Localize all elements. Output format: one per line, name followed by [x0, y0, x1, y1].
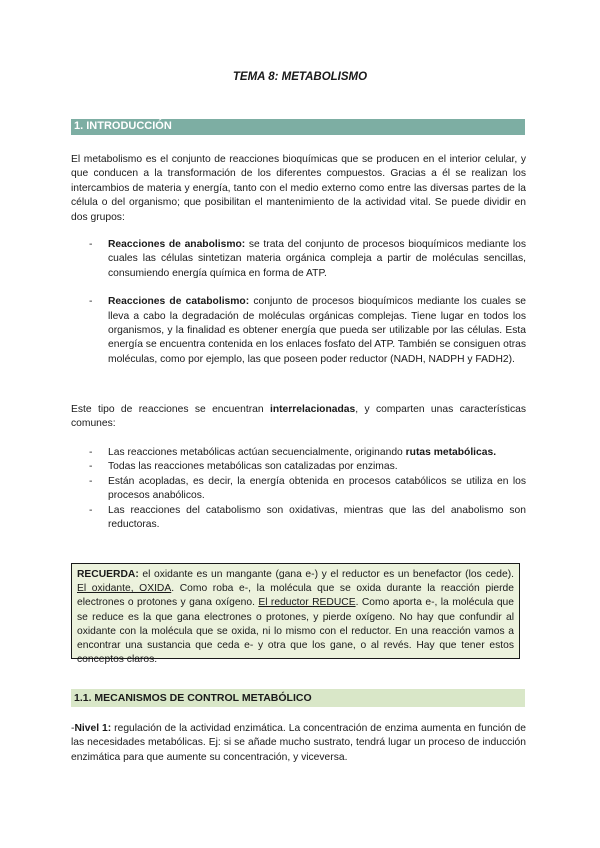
relation-text-start: Este tipo de reacciones se encuentran: [71, 404, 270, 415]
recuerda-reductor-underlined: El reductor REDUCE: [258, 597, 356, 609]
list-item-feature-2: [89, 460, 526, 474]
nivel-1-text: regulación de la actividad enzimática. La concentración de enzima aumenta en función de las necesidades metabólicas. Ej: si se añade mucho sustrato, tendrá lugar un proceso de inducción enzimática para que aumente su concentración, y viceversa.: [71, 723, 526, 763]
metabolism-groups-list: [89, 238, 526, 381]
nivel-prefix: -: [71, 723, 75, 734]
term-anabolismo: Reacciones de anabolismo:: [108, 239, 246, 250]
list-bullet: -: [89, 296, 93, 308]
list-item-feature-1: [89, 446, 526, 460]
intro-paragraph: El metabolismo es el conjunto de reacciones bioquímicas que se producen en el interior celular, y que conducen a la transformación de los diferentes compuestos. Gracias a él se realizan los intercambios de materia y energía, tanto con el medio externo como entre las diversas partes de la célula o del organismo; que posibilitan el mantenimiento de la actividad vital. Se puede dividir en dos grupos:: [71, 154, 526, 223]
definition-anabolismo: se trata del conjunto de procesos bioquímicos mediante los cuales las células sintetizan materia orgánica compleja a partir de moléculas sencillas, consumiendo energía química en forma de ATP.: [108, 239, 526, 279]
nivel-1-paragraph: [71, 722, 526, 765]
list-bullet: -: [89, 239, 93, 250]
section-heading-text: 1. INTRODUCCIÓN: [74, 120, 172, 132]
recuerda-label: RECUERDA:: [77, 569, 139, 580]
relation-keyword: interrelacionadas: [269, 404, 356, 415]
features-list: [89, 446, 526, 532]
nivel-1-label: Nivel 1:: [74, 723, 112, 734]
list-bullet: -: [89, 447, 93, 458]
feature-3-text: Están acopladas, es decir, la energía obtenida en procesos catabólicos se utiliza en los procesos anabólicos.: [108, 475, 526, 502]
recuerda-callout-box: [71, 563, 520, 666]
list-item-anabolismo: [89, 238, 526, 281]
relation-text-end: , y comparten unas características comunes:: [71, 404, 526, 430]
list-bullet: -: [89, 475, 93, 487]
recuerda-text-3: . Como aporta e-, la molécula que se reduce es la que gana electrones o protones, y pierde oxígeno. No hay que confundir al oxidante con la molécula que se oxida, ni lo mismo con el reductor. En una reacción vamos a encontrar una sustancia que ceda e- y otra que los gane, o al revés. Hay que tener estos conceptos claros.: [77, 597, 514, 666]
term-catabolismo: Reacciones de catabolismo:: [108, 296, 250, 308]
recuerda-text-2: . Como roba e-, la molécula que se oxida durante la reacción pierde electrones o protones y gana oxígeno.: [77, 583, 514, 609]
list-item-feature-3: [89, 475, 526, 504]
page-title: TEMA 8: METABOLISMO: [232, 71, 368, 83]
feature-1-text: Las reacciones metabólicas actúan secuencialmente, originando: [108, 447, 406, 458]
feature-1-keyword: rutas metabólicas.: [405, 447, 497, 458]
recuerda-text-1: el oxidante es un mangante (gana e-) y el reductor es un benefactor (los cede).: [138, 569, 514, 580]
definition-catabolismo: conjunto de procesos bioquímicos mediante los cuales se lleva a cabo la degradación de moléculas orgánicas complejas. Tiene lugar en todos los organismos, y la finalidad es obtener energía que pueda ser utilizable por las células. Esta energía se encuentra contenida en los enlaces fosfato del ATP. También se consiguen otras moléculas, como por ejemplo, las que poseen poder reductor (NADH, NADPH y FADH2).: [108, 296, 526, 365]
list-item-catabolismo: [89, 295, 526, 367]
relation-paragraph: [71, 403, 526, 432]
feature-4-text: Las reacciones del catabolismo son oxidativas, mientras que las del anabolismo son reductoras.: [108, 504, 526, 531]
section-heading-mecanismos: [71, 689, 525, 707]
list-bullet: -: [89, 504, 93, 516]
list-bullet: -: [89, 461, 93, 473]
list-item-feature-4: [89, 504, 526, 533]
recuerda-oxidante-underlined: El oxidante, OXIDA: [77, 583, 172, 595]
section-heading-introduccion: [71, 119, 525, 135]
subsection-heading-text: 1.1. MECANISMOS DE CONTROL METABÓLICO: [74, 692, 312, 704]
feature-2-text: Todas las reacciones metabólicas son catalizadas por enzimas.: [108, 461, 398, 473]
